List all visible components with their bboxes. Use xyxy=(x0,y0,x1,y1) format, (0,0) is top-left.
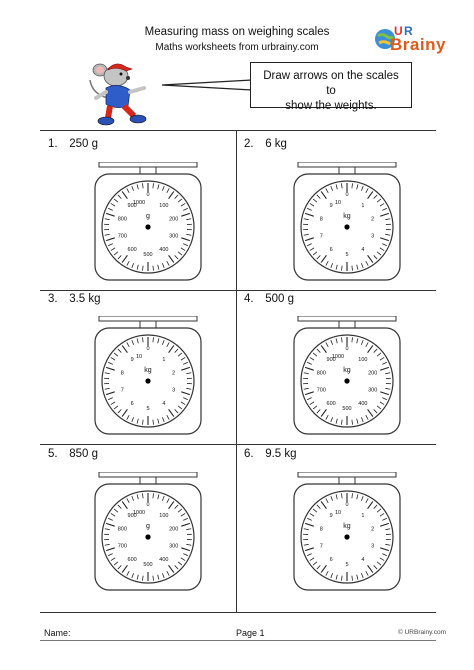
footer-brand: © URBrainy.com xyxy=(398,629,447,636)
scale-platform xyxy=(298,316,396,321)
dial-label: 1 xyxy=(361,513,365,520)
dial-label: 200 xyxy=(368,370,378,377)
speech-pointer xyxy=(160,78,252,92)
dial-label: 6 xyxy=(329,246,333,253)
mouse-mascot-icon xyxy=(86,58,162,128)
weighing-scale-2[interactable] xyxy=(292,162,402,282)
dial-label: 8 xyxy=(120,370,124,377)
question-weight: 9.5 kg xyxy=(265,448,297,460)
dial-label: 800 xyxy=(117,526,127,533)
dial-label: 9 xyxy=(329,203,333,210)
dial-label: 2 xyxy=(371,526,375,533)
grid-line-row-2 xyxy=(40,444,436,445)
dial-label: 4 xyxy=(361,556,365,563)
urbrainy-logo xyxy=(368,22,448,62)
scale-stem xyxy=(339,321,355,328)
scale-stem xyxy=(140,321,156,328)
footer-rule xyxy=(40,640,436,641)
scale-platform xyxy=(99,472,197,477)
dial-label: 9 xyxy=(130,357,134,364)
dial-label: 700 xyxy=(316,387,326,394)
dial-label: 0 xyxy=(146,192,150,198)
dial-unit: kg xyxy=(343,367,351,374)
dial-label: 8 xyxy=(319,216,323,223)
grid-line-bottom xyxy=(40,612,436,613)
dial-label: 100 xyxy=(159,513,169,520)
question-weight: 3.5 kg xyxy=(69,293,101,305)
dial-unit: kg xyxy=(343,523,351,530)
dial-pivot xyxy=(145,534,150,539)
question-1-label xyxy=(48,138,98,150)
dial-pivot xyxy=(344,378,349,383)
dial-label: 0 xyxy=(345,192,349,198)
question-weight: 250 g xyxy=(69,138,98,150)
scale-stem xyxy=(140,167,156,174)
scale-stem xyxy=(339,477,355,484)
question-number: 2. xyxy=(244,138,254,150)
question-number: 5. xyxy=(48,448,58,460)
dial-label: 400 xyxy=(159,246,169,253)
dial-label: 300 xyxy=(368,387,378,394)
question-5-label xyxy=(48,448,98,460)
dial-label: 6 xyxy=(130,400,134,407)
question-2-label xyxy=(244,138,287,150)
weighing-scale-1[interactable] xyxy=(93,162,203,282)
dial-pivot xyxy=(145,224,150,229)
grid-line-row-1 xyxy=(40,290,436,291)
dial-label: 300 xyxy=(169,543,179,550)
scale-stem xyxy=(140,477,156,484)
dial-label: 3 xyxy=(371,233,375,240)
dial-pivot xyxy=(344,534,349,539)
dial-label: 1 xyxy=(162,357,166,364)
dial-label: 100 xyxy=(358,357,368,364)
question-weight: 6 kg xyxy=(265,138,287,150)
dial-label: 900 xyxy=(127,513,137,520)
logo-wordmark: Brainy xyxy=(390,35,446,54)
question-3-label xyxy=(48,293,101,305)
dial-label: 3 xyxy=(172,387,176,394)
dial-label: 900 xyxy=(127,203,137,210)
instruction-line-2: show the weights. xyxy=(285,100,377,112)
dial-unit: kg xyxy=(144,367,152,374)
scale-platform xyxy=(99,162,197,167)
dial-label: 4 xyxy=(361,246,365,253)
questions-grid xyxy=(40,130,436,612)
dial-label: 10 xyxy=(135,354,143,360)
dial-label: 500 xyxy=(143,562,153,568)
dial-label: 7 xyxy=(120,387,124,394)
question-weight: 500 g xyxy=(265,293,294,305)
dial-label: 900 xyxy=(326,357,336,364)
page-subtitle: Maths worksheets from urbrainy.com xyxy=(155,42,319,53)
page-number: Page 1 xyxy=(236,628,265,638)
question-number: 4. xyxy=(244,293,254,305)
question-6-label xyxy=(244,448,297,460)
dial-label: 10 xyxy=(334,510,342,516)
dial-label: 800 xyxy=(316,370,326,377)
dial-label: 600 xyxy=(127,246,137,253)
question-4-label xyxy=(244,293,294,305)
dial-label: 0 xyxy=(146,346,150,352)
dial-label: 8 xyxy=(319,526,323,533)
dial-label: 6 xyxy=(329,556,333,563)
dial-label: 500 xyxy=(342,406,352,412)
dial-label: 200 xyxy=(169,526,179,533)
dial-label: 5 xyxy=(146,406,150,412)
scale-platform xyxy=(298,472,396,477)
dial-label: 300 xyxy=(169,233,179,240)
dial-label: 1000 xyxy=(132,200,146,206)
scale-stem xyxy=(339,167,355,174)
dial-pivot xyxy=(344,224,349,229)
weighing-scale-6[interactable] xyxy=(292,472,402,592)
dial-label: 4 xyxy=(162,400,166,407)
question-number: 3. xyxy=(48,293,58,305)
dial-label: 0 xyxy=(345,502,349,508)
scale-platform xyxy=(298,162,396,167)
dial-label: 800 xyxy=(117,216,127,223)
dial-label: 7 xyxy=(319,543,323,550)
weighing-scale-3[interactable] xyxy=(93,316,203,436)
logo-letter-u: U xyxy=(394,24,403,38)
dial-label: 10 xyxy=(334,200,342,206)
dial-label: 9 xyxy=(329,513,333,520)
logo-letter-r: R xyxy=(404,24,413,38)
grid-line-top xyxy=(40,130,436,131)
dial-label: 7 xyxy=(319,233,323,240)
dial-label: 500 xyxy=(143,252,153,258)
dial-label: 400 xyxy=(358,400,368,407)
grid-line-middle xyxy=(236,130,237,612)
dial-label: 0 xyxy=(146,502,150,508)
weighing-scale-4[interactable] xyxy=(292,316,402,436)
dial-label: 5 xyxy=(345,562,349,568)
question-number: 1. xyxy=(48,138,58,150)
dial-label: 0 xyxy=(345,346,349,352)
dial-label: 2 xyxy=(172,370,176,377)
dial-label: 1 xyxy=(361,203,365,210)
question-number: 6. xyxy=(244,448,254,460)
instruction-callout xyxy=(250,62,412,112)
scale-platform xyxy=(99,316,197,321)
dial-label: 5 xyxy=(345,252,349,258)
dial-label: 1000 xyxy=(132,510,146,516)
dial-unit: kg xyxy=(343,213,351,220)
dial-label: 600 xyxy=(326,400,336,407)
weighing-scale-5[interactable] xyxy=(93,472,203,592)
name-label: Name: xyxy=(44,628,71,638)
dial-label: 1000 xyxy=(331,354,345,360)
dial-unit: g xyxy=(146,213,150,220)
dial-label: 200 xyxy=(169,216,179,223)
dial-label: 600 xyxy=(127,556,137,563)
dial-label: 2 xyxy=(371,216,375,223)
dial-label: 100 xyxy=(159,203,169,210)
question-weight: 850 g xyxy=(69,448,98,460)
dial-unit: g xyxy=(146,523,150,530)
dial-label: 400 xyxy=(159,556,169,563)
dial-label: 700 xyxy=(117,543,127,550)
dial-pivot xyxy=(145,378,150,383)
instruction-line-1: Draw arrows on the scales to xyxy=(263,70,399,97)
page-title: Measuring mass on weighing scales xyxy=(144,26,330,38)
dial-label: 700 xyxy=(117,233,127,240)
dial-label: 3 xyxy=(371,543,375,550)
